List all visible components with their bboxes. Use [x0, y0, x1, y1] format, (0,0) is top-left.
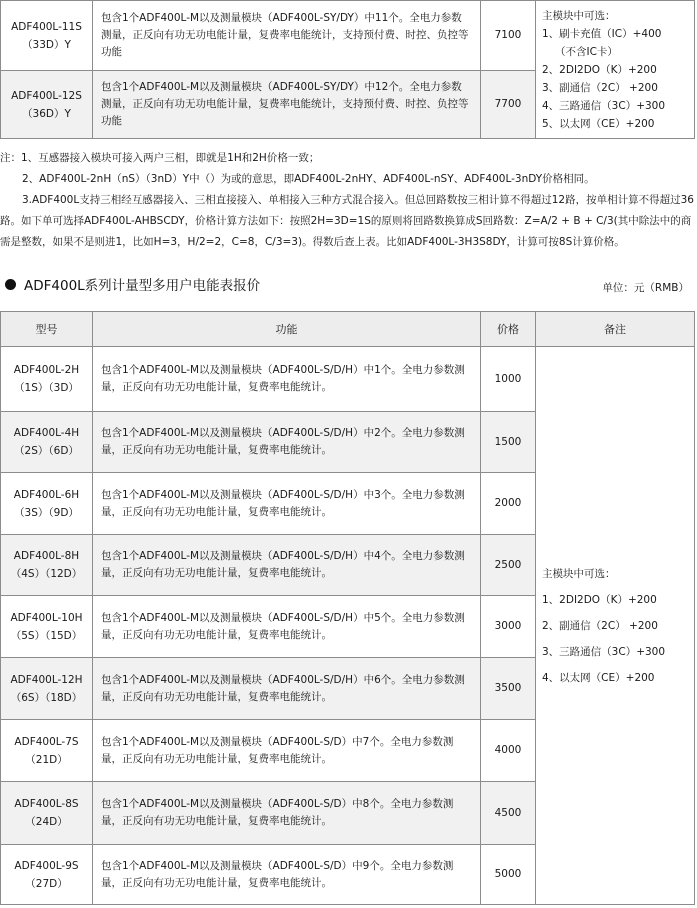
- function-cell: 包含1个ADF400L-M以及测量模块（ADF400L-S/D/H）中1个。全电力参数测量，正反向有功无功电能计量，复费率电能统计。: [93, 347, 481, 412]
- price-cell: 2000: [481, 473, 536, 535]
- price-cell: 3500: [481, 658, 536, 720]
- model-cell: ADF400L-10H （5S）（15D）: [1, 596, 93, 658]
- price-cell: 3000: [481, 596, 536, 658]
- price-cell: 4000: [481, 720, 536, 782]
- price-cell: 7700: [481, 71, 536, 139]
- price-cell: 7100: [481, 1, 536, 71]
- function-cell: 包含1个ADF400L-M以及测量模块（ADF400L-S/D）中7个。全电力参数测量，正反向有功无功电能计量，复费率电能统计。: [93, 720, 481, 782]
- function-cell: 包含1个ADF400L-M以及测量模块（ADF400L-SY/DY）中11个。全电力参数测量，正反向有功无功电能计量，复费率电能统计，支持预付费、时控、负控等功能: [93, 1, 481, 71]
- header-model: 型号: [1, 312, 93, 347]
- notes-block: [0, 148, 694, 253]
- function-cell: 包含1个ADF400L-M以及测量模块（ADF400L-S/D/H）中3个。全电力参数测量，正反向有功无功电能计量，复费率电能统计。: [93, 473, 481, 535]
- function-cell: 包含1个ADF400L-M以及测量模块（ADF400L-S/D）中9个。全电力参数测量，正反向有功无功电能计量，复费率电能统计。: [93, 845, 481, 905]
- function-cell: 包含1个ADF400L-M以及测量模块（ADF400L-S/D/H）中2个。全电力参数测量，正反向有功无功电能计量，复费率电能统计。: [93, 412, 481, 473]
- note-3: 3.ADF400L支持三相经互感器接入、三相直接接入、单相接入三种方式混合接入。但总回路数按三相计算不得超过12路，按单相计算不得超过36路。如下单可选择ADF400L-AHBSCDY，价格计算方法如下：按照2H=3D=1S的原则将回路数换算成S回路数：Z=A/2 + B + C/3(其中除法中的商需是整数，如果不是则进1，比如H=3，H/2=2，C=8，C/3=3)。得数后查上表。比如ADF400L-3H3S8DY，计算可按8S计算价格。: [0, 194, 694, 248]
- price-cell: 5000: [481, 845, 536, 905]
- header-row: [1, 312, 695, 347]
- model-cell: ADF400L-11S （33D）Y: [1, 1, 93, 71]
- model-cell: ADF400L-9S （27D）: [1, 845, 93, 905]
- main-price-table: [0, 311, 695, 905]
- header-price: 价格: [481, 312, 536, 347]
- model-cell: ADF400L-12H （6S）（18D）: [1, 658, 93, 720]
- function-cell: 包含1个ADF400L-M以及测量模块（ADF400L-SY/DY）中12个。全电力参数测量，正反向有功无功电能计量，复费率电能统计，支持预付费、时控、负控等功能: [93, 71, 481, 139]
- price-cell: 1000: [481, 347, 536, 412]
- price-cell: 1500: [481, 412, 536, 473]
- header-function: 功能: [93, 312, 481, 347]
- model-cell: ADF400L-2H （1S）（3D）: [1, 347, 93, 412]
- price-cell: 2500: [481, 535, 536, 596]
- model-cell: ADF400L-8S （24D）: [1, 782, 93, 845]
- section-title: [5, 274, 260, 294]
- model-cell: ADF400L-6H （3S）（9D）: [1, 473, 93, 535]
- model-cell: ADF400L-12S （36D）Y: [1, 71, 93, 139]
- note-cell: 主模块中可选： 1、2DI2DO（K）+200 2、副通信（2C） +200 3、三路通信（3C）+300 4、以太网（CE）+200: [536, 347, 695, 905]
- top-price-table: [0, 0, 695, 139]
- note-cell: 主模块中可选： 1、刷卡充值（IC）+400 （不含IC卡） 2、2DI2DO（K）+200 3、副通信（2C） +200 4、三路通信（3C）+300 5、以太网（CE）+200: [536, 1, 695, 139]
- function-cell: 包含1个ADF400L-M以及测量模块（ADF400L-S/D/H）中5个。全电力参数测量，正反向有功无功电能计量，复费率电能统计。: [93, 596, 481, 658]
- model-cell: ADF400L-4H （2S）（6D）: [1, 412, 93, 473]
- bullet-dot-icon: [5, 279, 16, 290]
- note-2: 2、ADF400L-2nH（nS）（3nD）Y中（）为或的意思，即ADF400L-2nHY、ADF400L-nSY、ADF400L-3nDY价格相同。: [22, 173, 595, 185]
- price-cell: 4500: [481, 782, 536, 845]
- header-note: 备注: [536, 312, 695, 347]
- unit-label: 单位：元（RMB）: [602, 282, 689, 294]
- table-row: [1, 1, 695, 71]
- function-cell: 包含1个ADF400L-M以及测量模块（ADF400L-S/D/H）中6个。全电力参数测量，正反向有功无功电能计量，复费率电能统计。: [93, 658, 481, 720]
- note-1: 注：1、互感器接入模块可接入两户三相，即就是1H和2H价格一致；: [0, 152, 320, 164]
- table-row: [1, 347, 695, 412]
- section-title-text: ADF400L系列计量型多用户电能表报价: [24, 278, 261, 294]
- function-cell: 包含1个ADF400L-M以及测量模块（ADF400L-S/D）中8个。全电力参数测量，正反向有功无功电能计量，复费率电能统计。: [93, 782, 481, 845]
- model-cell: ADF400L-8H （4S）（12D）: [1, 535, 93, 596]
- model-cell: ADF400L-7S （21D）: [1, 720, 93, 782]
- function-cell: 包含1个ADF400L-M以及测量模块（ADF400L-S/D/H）中4个。全电力参数测量，正反向有功无功电能计量，复费率电能统计。: [93, 535, 481, 596]
